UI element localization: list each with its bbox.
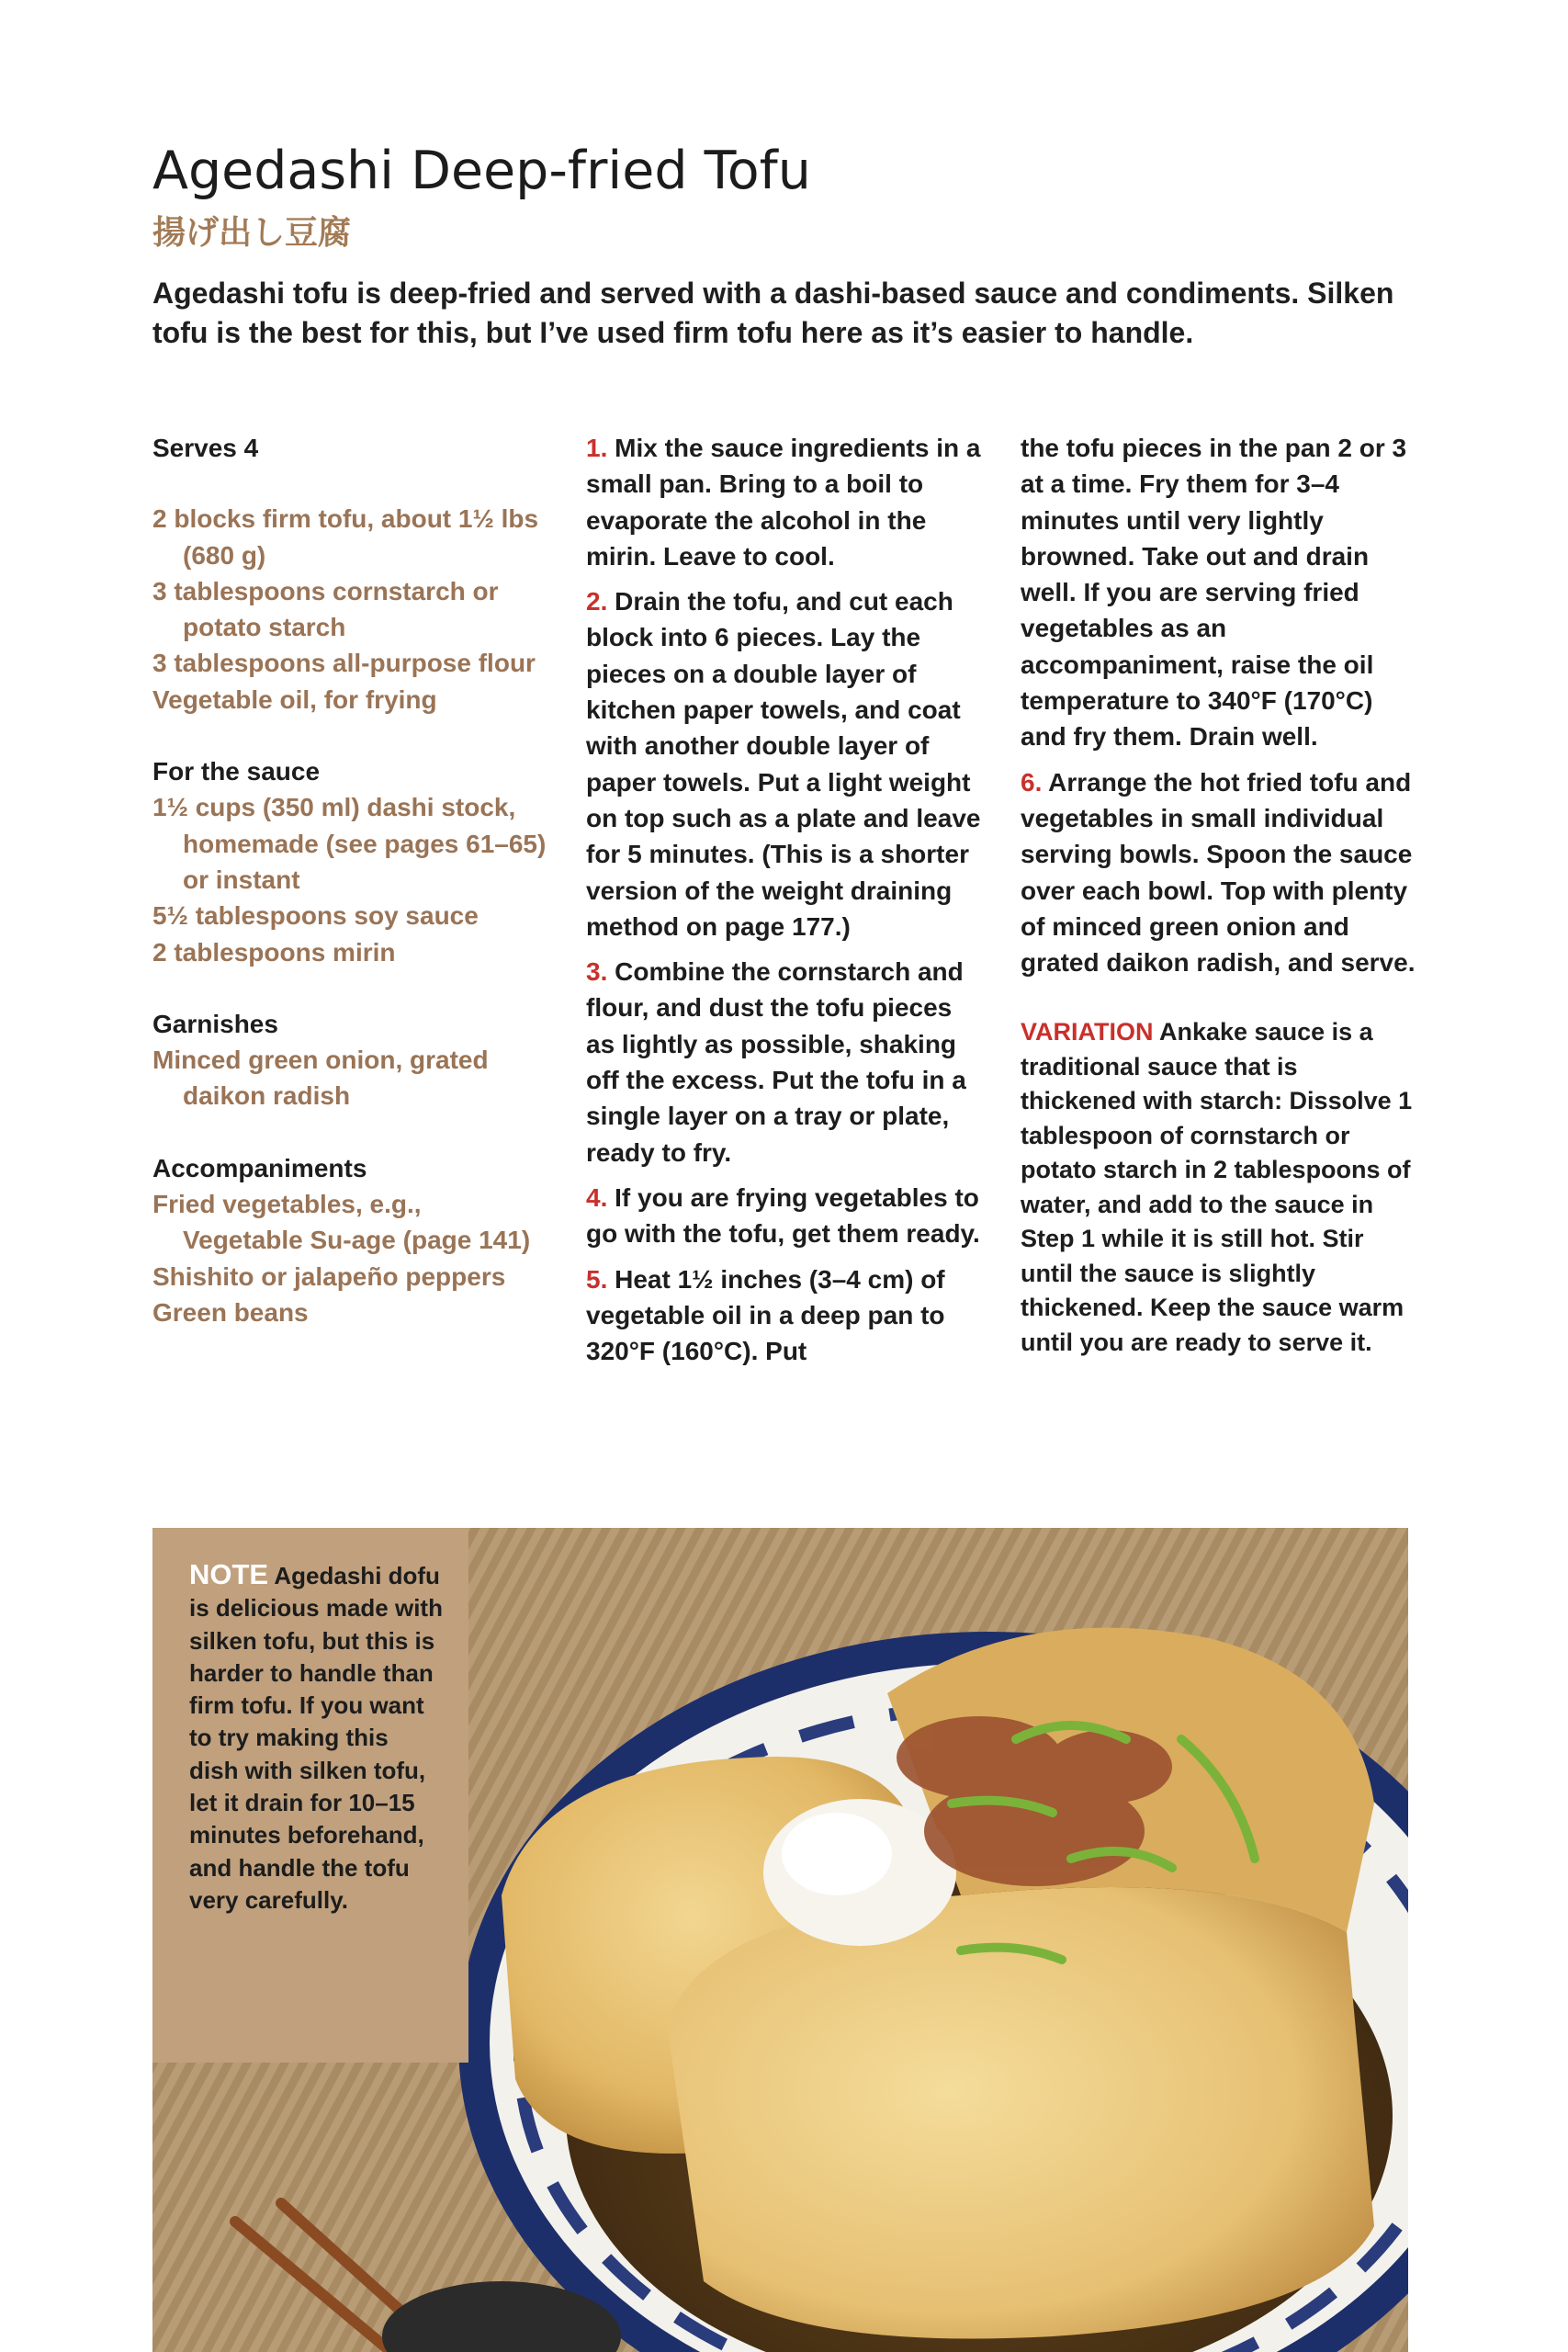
step-2 xyxy=(586,583,983,944)
step-text: Combine the cornstarch and flour, and dust the tofu pieces as lightly as possible, shaking off the excess. Put the tofu in a single layer on a tray or plate, ready to fry. xyxy=(586,957,966,1167)
steps-column-2 xyxy=(1021,430,1416,1369)
ingredient-item: Vegetable oil, for frying xyxy=(152,684,437,714)
variation-label: VARIATION xyxy=(1021,1018,1154,1046)
step-number: 4. xyxy=(586,1182,608,1212)
accompaniments-heading: Accompaniments xyxy=(152,1153,367,1182)
ingredient-item: 3 tablespoons cornstarch or potato starch xyxy=(152,576,499,642)
step-text: Heat 1½ inches (3–4 cm) of vegetable oil in a deep pan to 320°F (160°C). Put xyxy=(586,1264,945,1366)
sauce-list xyxy=(152,789,547,969)
sauce-item: 5½ tablespoons soy sauce xyxy=(152,901,479,931)
garnish-item: Minced green onion, grated daikon radish xyxy=(152,1046,489,1111)
recipe-intro: Agedashi tofu is deep-fried and served with a dashi-based sauce and condiments. Silken tofu is the best for this, but I’ve used firm tofu here as it’s easier to handle. xyxy=(152,277,1394,349)
recipe-title: Agedashi Deep-fried Tofu xyxy=(152,141,811,201)
step-4 xyxy=(586,1180,983,1252)
step-6 xyxy=(1021,764,1416,981)
steps-column-1 xyxy=(586,430,983,1378)
step-5 xyxy=(586,1261,983,1370)
step-number: 6. xyxy=(1021,767,1043,797)
sauce-item: 1½ cups (350 ml) dashi stock, homemade (see pages 61–65) or instant xyxy=(152,793,547,894)
recipe-subtitle-japanese: 揚げ出し豆腐 xyxy=(152,214,352,252)
variation-note xyxy=(1021,1015,1416,1360)
step-text: Drain the tofu, and cut each block into 6 pieces. Lay the pieces on a double layer of kitchen paper towels, and coat with another double layer of paper towels. Put a light weight on top such as a plate and leave for 5 minutes. (This is a shorter version of the weight draining method on page 177.) xyxy=(586,587,981,941)
ingredient-list xyxy=(152,501,547,718)
step-number: 3. xyxy=(586,957,608,987)
accompaniment-item: Fried vegetables, e.g., Vegetable Su-age (page 141) xyxy=(152,1190,531,1255)
note-label: NOTE xyxy=(189,1558,269,1590)
accompaniments-list xyxy=(152,1186,547,1330)
step-number: 2. xyxy=(586,587,608,616)
ingredient-item: 2 blocks firm tofu, about 1½ lbs (680 g) xyxy=(152,504,539,570)
serves-label: Serves 4 xyxy=(152,434,259,462)
accompaniment-item: Shishito or jalapeño peppers xyxy=(152,1261,506,1291)
step-text: If you are frying vegetables to go with the tofu, get them ready. xyxy=(586,1182,980,1249)
step-3 xyxy=(586,954,983,1170)
step-1 xyxy=(586,430,983,574)
sauce-heading: For the sauce xyxy=(152,757,321,786)
step-number: 5. xyxy=(586,1264,608,1294)
sauce-item: 2 tablespoons mirin xyxy=(152,937,396,967)
step-number: 1. xyxy=(586,434,608,462)
note-box xyxy=(152,1528,468,2063)
step-text: Mix the sauce ingredients in a small pan. Bring to a boil to evaporate the alcohol in the mirin. Leave to cool. xyxy=(586,434,981,571)
note-text-block xyxy=(189,1558,443,1917)
note-text: Agedashi dofu is delicious made with silken tofu, but this is harder to handle than firm tofu. If you want to try making this dish with silken tofu, let it drain for 10–15 minutes beforehand, and handle the tofu very carefully. xyxy=(189,1562,443,1914)
accompaniment-item: Green beans xyxy=(152,1297,309,1327)
step-5-continued: the tofu pieces in the pan 2 or 3 at a time. Fry them for 3–4 minutes until very lightly browned. Take out and drain well. If you are serving fried vegetables as an accompaniment, raise the oil temperature to 340°F (170°C) and fry them. Drain well. xyxy=(1021,434,1407,752)
step-text: Arrange the hot fried tofu and vegetables in small individual serving bowls. Spoon the sauce over each bowl. Top with plenty of minced green onion and grated daikon radish, and serve. xyxy=(1021,767,1416,978)
garnish-heading: Garnishes xyxy=(152,1009,278,1038)
ingredient-item: 3 tablespoons all-purpose flour xyxy=(152,649,536,678)
variation-text: Ankake sauce is a traditional sauce that is thickened with starch: Dissolve 1 tablespoon of cornstarch or potato starch in 2 tablespoons of water, and add to the sauce in Step 1 while it is still hot. Stir until the sauce is slightly thickened. Keep the sauce warm until you are ready to serve it. xyxy=(1021,1018,1413,1356)
ingredients-column xyxy=(152,430,547,1330)
garnish-list xyxy=(152,1042,547,1114)
